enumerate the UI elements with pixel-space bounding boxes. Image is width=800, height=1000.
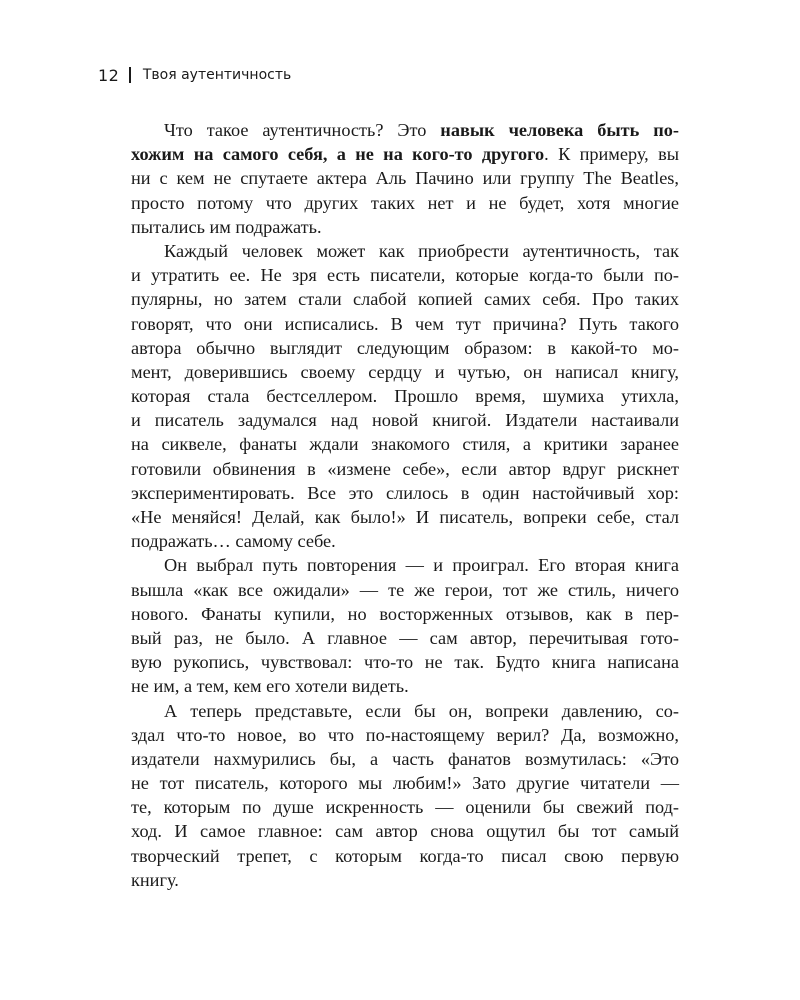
text-run: А теперь представьте, если бы он, вопреки давлению, со- [164, 700, 679, 721]
bold-text: хожим на самого себя, а не на кого-то другого [131, 144, 545, 165]
text-run: творческий трепет, с которым когда-то писал свою первую [131, 845, 679, 866]
text-line [131, 602, 679, 626]
text-run: не тот писатель, которого мы любим!» Зато другие читатели — [131, 773, 679, 794]
text-line [131, 457, 679, 481]
running-head [98, 62, 291, 88]
text-line [131, 384, 679, 408]
text-run: которая стала бестселлером. Прошло время, шумиха утихла, [131, 386, 679, 407]
text-line [131, 674, 679, 698]
text-run: на сиквеле, фанаты ждали знакомого стиля, а критики заранее [131, 434, 679, 455]
text-line [131, 408, 679, 432]
text-line [131, 287, 679, 311]
text-run: не им, а тем, кем его хотели видеть. [131, 676, 409, 697]
text-run: вышла «как все ожидали» — те же герои, тот же стиль, ничего [131, 579, 679, 600]
text-run: нового. Фанаты купили, но восторженных отзывов, как в пер- [131, 603, 679, 624]
text-run: вую рукопись, чувствовал: что-то не так. Будто книга написана [131, 652, 679, 673]
text-run: и утратить ее. Не зря есть писатели, которые когда-то были по- [131, 265, 679, 286]
chapter-title: Твоя аутентичность [142, 67, 292, 83]
text-line [131, 819, 679, 843]
text-run: подражать… самому себе. [131, 531, 336, 552]
text-line [131, 553, 679, 577]
text-line [131, 771, 679, 795]
text-line [131, 142, 679, 166]
text-line [131, 360, 679, 384]
text-line [131, 118, 679, 142]
text-run: Каждый человек может как приобрести аутентичность, так [164, 240, 679, 261]
text-line [131, 529, 679, 553]
text-line [131, 312, 679, 336]
text-run: пытались им подражать. [131, 216, 322, 237]
text-run: «Не меняйся! Делай, как было!» И писатель, вопреки себе, стал [131, 507, 679, 527]
text-run: и писатель задумался над новой книгой. Издатели настаивали [131, 410, 679, 431]
text-line [131, 844, 679, 868]
text-line [131, 650, 679, 674]
text-line [131, 747, 679, 771]
text-run: Что такое аутентичность? Это [164, 120, 441, 140]
text-run: пулярны, но затем стали слабой копией самих себя. Про таких [131, 289, 679, 310]
text-line [131, 795, 679, 819]
text-run: автора обычно выглядит следующим образом: в какой-то мо- [131, 337, 679, 358]
text-run: . К примеру, вы [544, 144, 679, 165]
text-run: ни с кем не спутаете актера Аль Пачино или группу The Beatles, [131, 168, 679, 189]
text-line [131, 263, 679, 287]
text-run: вый раз, не было. А главное — сам автор, перечитывая гото- [131, 627, 679, 648]
text-line [131, 215, 679, 239]
text-line [131, 432, 679, 456]
text-line [131, 481, 679, 505]
text-line [131, 191, 679, 215]
text-run: Он выбрал путь повторения — и проиграл. Его вторая книга [164, 555, 679, 576]
text-run: здал что-то новое, во что по-настоящему верил? Да, возможно, [131, 724, 679, 745]
text-line [131, 723, 679, 747]
text-run: говорят, что они исписались. В чем тут причина? Путь такого [131, 313, 679, 334]
header-divider [129, 67, 131, 83]
text-line [131, 336, 679, 360]
text-run: мент, доверившись своему сердцу и чутью, он написал книгу, [131, 361, 679, 382]
bold-text: навык человека быть по- [440, 120, 679, 140]
text-line [131, 626, 679, 650]
text-run: те, которым по душе искренность — оценили бы свежий под- [131, 797, 679, 818]
page-number: 12 [98, 65, 120, 85]
text-line [131, 699, 679, 723]
text-run: просто потому что других таких нет и не будет, хотя многие [131, 192, 679, 213]
text-run: издатели нахмурились бы, а часть фанатов возмутилась: «Это [131, 748, 679, 769]
text-run: книгу. [131, 869, 179, 890]
text-run: экспериментировать. Все это слилось в один настойчивый хор: [131, 482, 679, 503]
text-run: готовили обвинения в «измене себе», если автор вдруг рискнет [131, 458, 679, 479]
text-line [131, 505, 679, 529]
text-run: ход. И самое главное: сам автор снова ощутил бы тот самый [131, 821, 679, 842]
text-line [131, 578, 679, 602]
text-line [131, 166, 679, 190]
text-line [131, 868, 679, 892]
text-line [131, 239, 679, 263]
body-text [131, 118, 679, 892]
